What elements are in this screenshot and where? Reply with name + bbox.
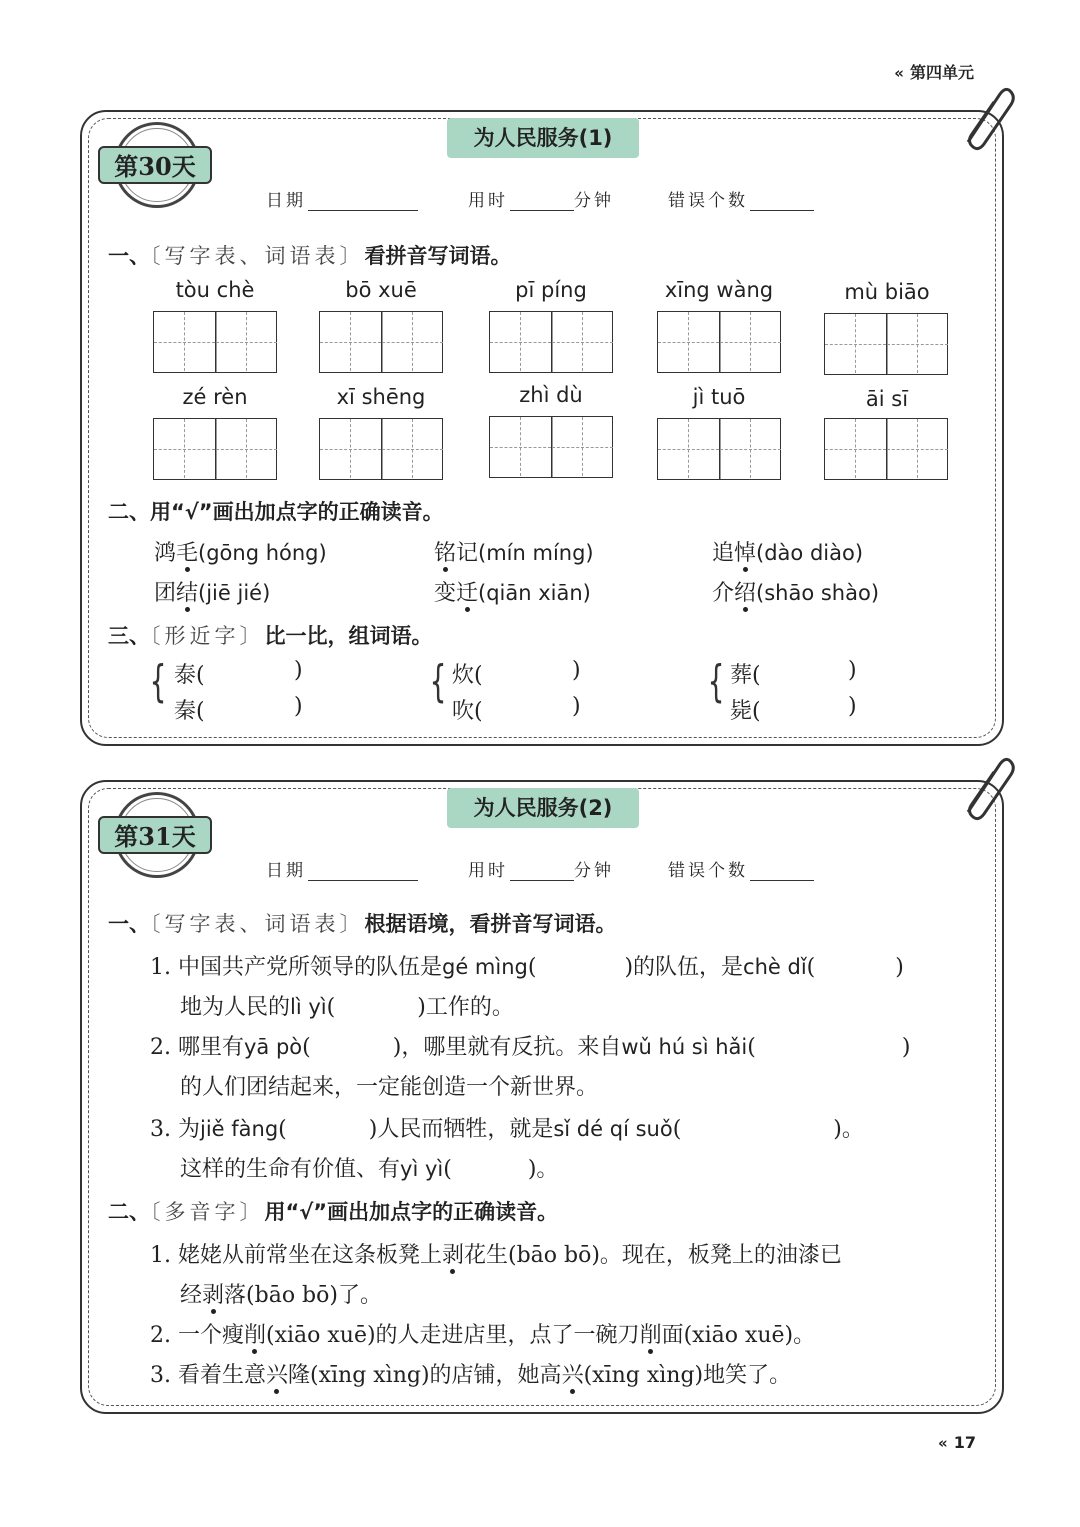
polyphone-item-1-cont: 经剥落(bāo bō)了。: [180, 1283, 382, 1308]
day-badge-label: 第30天: [98, 146, 212, 184]
lesson-title: 为人民服务(1): [447, 118, 639, 158]
unit-header-label: 第四单元: [909, 63, 974, 82]
paperclip-icon: [956, 754, 1016, 824]
word-group-item: 吹(: [452, 699, 483, 724]
writing-grid[interactable]: [824, 418, 948, 480]
date-blank[interactable]: [308, 210, 418, 211]
word-group-item: 泰(: [174, 663, 205, 688]
double-chevron-left-icon: «: [894, 64, 904, 82]
polyphone-item-2: 2. 一个瘦削(xiāo xuē)的人走进店里，点了一碗刀削面(xiāo xuē)。: [150, 1323, 816, 1348]
section-2-heading: 二、〔多音字〕用“√”画出加点字的正确读音。: [108, 1200, 559, 1224]
section-1-heading: 一、〔写字表、词语表〕根据语境，看拼音写词语。: [108, 912, 617, 936]
pinyin-label: tòu chè: [175, 278, 255, 302]
double-chevron-left-icon: «: [938, 1434, 948, 1452]
day-badge-label: 第31天: [98, 816, 212, 854]
pinyin-label: xī shēng: [336, 385, 426, 409]
question-3-line-1: 3. 为jiě fàng( )人民而牺牲，就是sǐ dé qí suǒ( )。: [150, 1117, 864, 1142]
writing-grid[interactable]: [657, 311, 781, 373]
pinyin-label: zé rèn: [182, 385, 248, 409]
day-badge: [94, 792, 220, 918]
errors-blank[interactable]: [750, 880, 814, 881]
writing-grid[interactable]: [153, 418, 277, 480]
time-blank[interactable]: [510, 880, 574, 881]
pronunciation-item: 团结(jiē jié): [154, 581, 271, 606]
time-field: [468, 856, 614, 881]
paperclip-icon: [956, 84, 1016, 154]
writing-grid[interactable]: [824, 313, 948, 375]
brace-icon: {: [149, 656, 167, 707]
pinyin-label: mù biāo: [844, 280, 930, 304]
unit-header: [894, 60, 974, 83]
pronunciation-item: 变迁(qiān xiān): [434, 581, 591, 606]
pinyin-label: bō xuē: [345, 278, 417, 302]
date-label: 日期: [266, 861, 306, 881]
pronunciation-item: 铭记(mín míng): [434, 541, 594, 566]
question-1-line-1: 1. 中国共产党所领导的队伍是gé mìng( )的队伍，是chè dǐ( ): [150, 955, 904, 980]
errors-blank[interactable]: [750, 210, 814, 211]
word-group-item: 毙(: [730, 699, 761, 724]
word-group-item: 葬(: [730, 663, 761, 688]
pinyin-label: pī píng: [515, 278, 587, 302]
brace-icon: {: [429, 656, 447, 707]
date-field: [266, 186, 418, 211]
time-blank[interactable]: [510, 210, 574, 211]
pinyin-label: xīng wàng: [664, 278, 774, 302]
pronunciation-item: 鸿毛(gōng hóng): [154, 541, 327, 566]
writing-grid[interactable]: [153, 311, 277, 373]
date-label: 日期: [266, 191, 306, 211]
pronunciation-item: 介绍(shāo shào): [712, 581, 880, 606]
minutes-label: 分钟: [574, 191, 614, 211]
section-2-heading: 二、用“√”画出加点字的正确读音。: [108, 500, 444, 524]
errors-label: 错误个数: [668, 861, 748, 881]
pronunciation-item: 追悼(dào diào): [712, 541, 864, 566]
section-3-heading: 三、〔形近字〕比一比，组词语。: [108, 624, 433, 648]
polyphone-item-3: 3. 看着生意兴隆(xīng xìng)的店铺，她高兴(xīng xìng)地笑了。: [150, 1363, 792, 1388]
pinyin-label: zhì dù: [519, 383, 583, 407]
time-label: 用时: [468, 191, 508, 211]
errors-label: 错误个数: [668, 191, 748, 211]
writing-grid[interactable]: [319, 418, 443, 480]
question-1-line-2: 地为人民的lì yì( )工作的。: [180, 995, 514, 1020]
time-label: 用时: [468, 861, 508, 881]
section-1-heading: 一、〔写字表、词语表〕看拼音写词语。: [108, 244, 512, 268]
pinyin-label: jì tuō: [692, 385, 746, 409]
writing-grid[interactable]: [657, 418, 781, 480]
word-group-item: 炊(: [452, 663, 483, 688]
minutes-label: 分钟: [574, 861, 614, 881]
errors-field: [668, 856, 814, 881]
writing-grid[interactable]: [489, 416, 613, 478]
pinyin-label: āi sī: [865, 387, 909, 411]
question-2-line-1: 2. 哪里有yā pò( )，哪里就有反抗。来自wǔ hú sì hǎi( ): [150, 1035, 911, 1060]
polyphone-item-1: 1. 姥姥从前常坐在这条板凳上剥花生(bāo bō)。现在，板凳上的油漆已: [150, 1243, 842, 1268]
brace-icon: {: [707, 656, 725, 707]
question-2-line-2: 的人们团结起来，一定能创造一个新世界。: [180, 1075, 599, 1100]
date-blank[interactable]: [308, 880, 418, 881]
page-number-label: 17: [953, 1433, 976, 1452]
question-3-line-2: 这样的生命有价值、有yì yì( )。: [180, 1157, 559, 1182]
word-group-item: 秦(: [174, 699, 205, 724]
page-number: [938, 1433, 976, 1452]
writing-grid[interactable]: [489, 311, 613, 373]
writing-grid[interactable]: [319, 311, 443, 373]
day-30-card: 为人民服务(1) 第30天 日期 用时 分钟 错误个数 一、〔写字表、词语表〕看拼音写词语。 tòu chè bō xuē pī píng xīng wàng mù biāo zé rèn xī shēng zhì dù jì tuō āi sī 二、用“√”画出加点字的正确读音。 鸿毛(gōng hóng) 铭记(mín míng) 追悼(dào diào) 团结(jiē jié) 变迁(qiān xiān) 介绍(shāo shào) 三、〔形近字〕比一比，组词语。 { 泰( ) 秦( ) { 炊( ) 吹( ) { 葬( ) 毙( ): [80, 110, 1004, 746]
errors-field: [668, 186, 814, 211]
lesson-title: 为人民服务(2): [447, 788, 639, 828]
date-field: [266, 856, 418, 881]
time-field: [468, 186, 614, 211]
day-badge: [94, 122, 220, 248]
day-31-card: [80, 780, 1004, 1414]
